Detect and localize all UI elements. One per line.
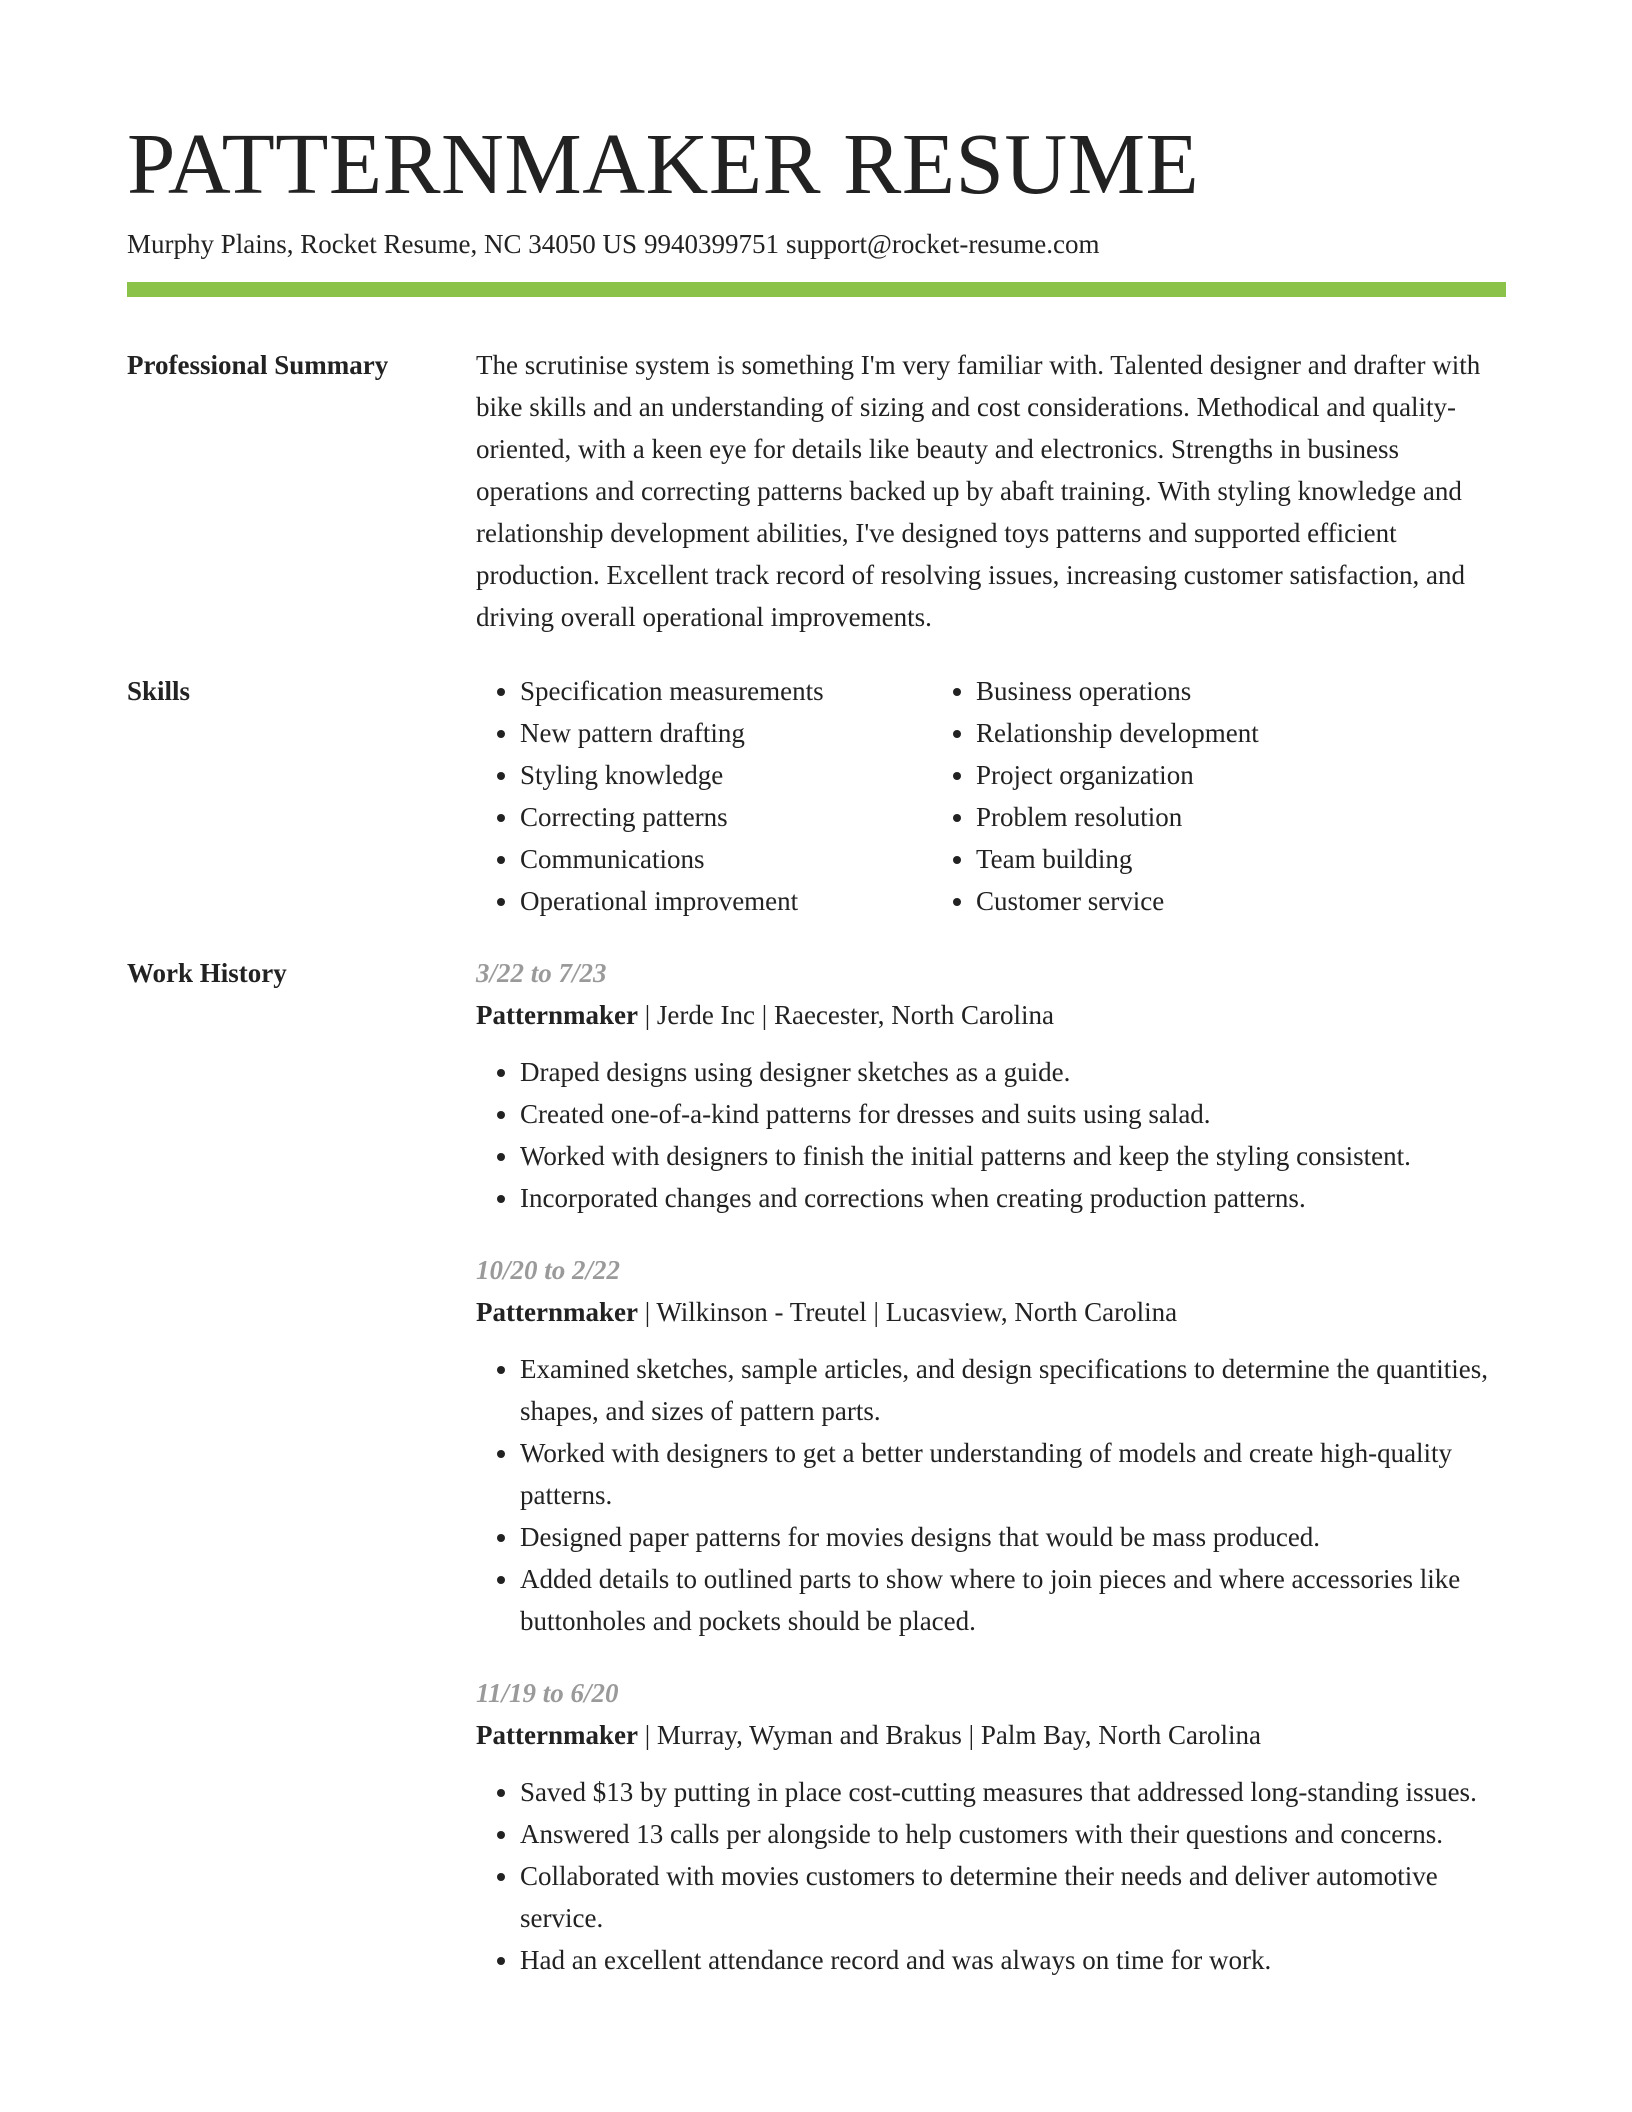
work-history-section — [127, 952, 1506, 2011]
job-bullet: • Examined sketches, sample articles, and design specifications to determine the quantities, shapes, and sizes of pattern parts. — [520, 1348, 1506, 1432]
job-separator: | — [961, 1720, 981, 1751]
skills-grid — [476, 670, 1506, 922]
job-entry — [476, 1672, 1506, 1981]
work-history-body — [476, 952, 1506, 2011]
accent-divider — [127, 282, 1506, 297]
contact-email: support@rocket-resume.com — [786, 229, 1100, 260]
job-bullets — [476, 1051, 1506, 1219]
job-dates: 3/22 to 7/23 — [476, 958, 607, 989]
job-bullet: • Worked with designers to finish the initial patterns and keep the styling consistent. — [520, 1135, 1506, 1177]
skill-item: • New pattern drafting — [520, 712, 932, 754]
job-bullets — [476, 1771, 1506, 1981]
section-label-summary: Professional Summary — [127, 350, 389, 381]
job-location: Palm Bay, North Carolina — [980, 1720, 1262, 1751]
skill-item: • Operational improvement — [520, 880, 932, 922]
job-entry — [476, 1249, 1506, 1642]
job-bullet: • Incorporated changes and corrections when creating production patterns. — [520, 1177, 1506, 1219]
contact-line — [127, 227, 1506, 262]
skills-column-right — [932, 670, 1506, 922]
skill-item: • Problem resolution — [976, 796, 1506, 838]
skill-item: • Customer service — [976, 880, 1506, 922]
job-bullet: • Collaborated with movies customers to determine their needs and deliver automotive service. — [520, 1855, 1506, 1939]
job-dates: 10/20 to 2/22 — [476, 1255, 621, 1286]
job-dates: 11/19 to 6/20 — [476, 1678, 619, 1709]
job-title: Patternmaker — [476, 1000, 638, 1031]
job-bullet: • Draped designs using designer sketches as a guide. — [520, 1051, 1506, 1093]
skills-column-left — [476, 670, 932, 922]
skill-item: • Communications — [520, 838, 932, 880]
summary-text: The scrutinise system is something I'm very familiar with. Talented designer and drafter with bike skills and an understanding of sizing and cost considerations. Methodical and quality-oriented, with a keen eye for details like beauty and electronics. Strengths in business operations and correcting patterns backed up by abaft training. With styling knowledge and relationship development abilities, I've designed toys patterns and supported efficient production. Excellent track record of resolving issues, increasing customer satisfaction, and driving overall operational improvements. — [476, 350, 1481, 633]
job-heading — [476, 1291, 1506, 1333]
job-bullet: • Worked with designers to get a better understanding of models and create high-quality patterns. — [520, 1432, 1506, 1516]
skill-item: • Correcting patterns — [520, 796, 932, 838]
job-heading — [476, 994, 1506, 1036]
job-title: Patternmaker — [476, 1720, 638, 1751]
professional-summary-section — [127, 344, 1506, 638]
job-separator: | — [755, 1000, 774, 1031]
job-bullet: • Added details to outlined parts to show where to join pieces and where accessories like buttonholes and pockets should be placed. — [520, 1558, 1506, 1642]
skill-item: • Styling knowledge — [520, 754, 932, 796]
section-label-work-history: Work History — [127, 958, 287, 989]
skills-section — [127, 670, 1506, 922]
job-separator: | — [866, 1297, 886, 1328]
skill-item: • Team building — [976, 838, 1506, 880]
job-separator: | — [637, 1720, 657, 1751]
job-heading — [476, 1714, 1506, 1756]
job-separator: | — [637, 1000, 657, 1031]
job-title: Patternmaker — [476, 1297, 638, 1328]
job-bullet: • Answered 13 calls per alongside to help customers with their questions and concerns. — [520, 1813, 1506, 1855]
skill-item: • Specification measurements — [520, 670, 932, 712]
job-company: Jerde Inc — [656, 1000, 756, 1031]
skill-item: • Relationship development — [976, 712, 1506, 754]
section-label-skills: Skills — [127, 676, 191, 707]
job-bullet: • Saved $13 by putting in place cost-cutting measures that addressed long-standing issues. — [520, 1771, 1506, 1813]
skill-item: • Project organization — [976, 754, 1506, 796]
job-bullet: • Created one-of-a-kind patterns for dresses and suits using salad. — [520, 1093, 1506, 1135]
job-bullet: • Designed paper patterns for movies designs that would be mass produced. — [520, 1516, 1506, 1558]
job-location: Lucasview, North Carolina — [885, 1297, 1178, 1328]
job-company: Wilkinson - Treutel — [656, 1297, 867, 1328]
skill-item: • Business operations — [976, 670, 1506, 712]
job-company: Murray, Wyman and Brakus — [656, 1720, 962, 1751]
contact-address: Murphy Plains, Rocket Resume, NC 34050 US — [127, 229, 637, 260]
job-bullet: • Had an excellent attendance record and was always on time for work. — [520, 1939, 1506, 1981]
job-location: Raecester, North Carolina — [773, 1000, 1055, 1031]
job-bullets — [476, 1348, 1506, 1642]
resume-title: PATTERNMAKER RESUME — [127, 115, 1200, 212]
job-entry — [476, 952, 1506, 1219]
job-separator: | — [637, 1297, 657, 1328]
contact-phone: 9940399751 — [644, 229, 779, 260]
